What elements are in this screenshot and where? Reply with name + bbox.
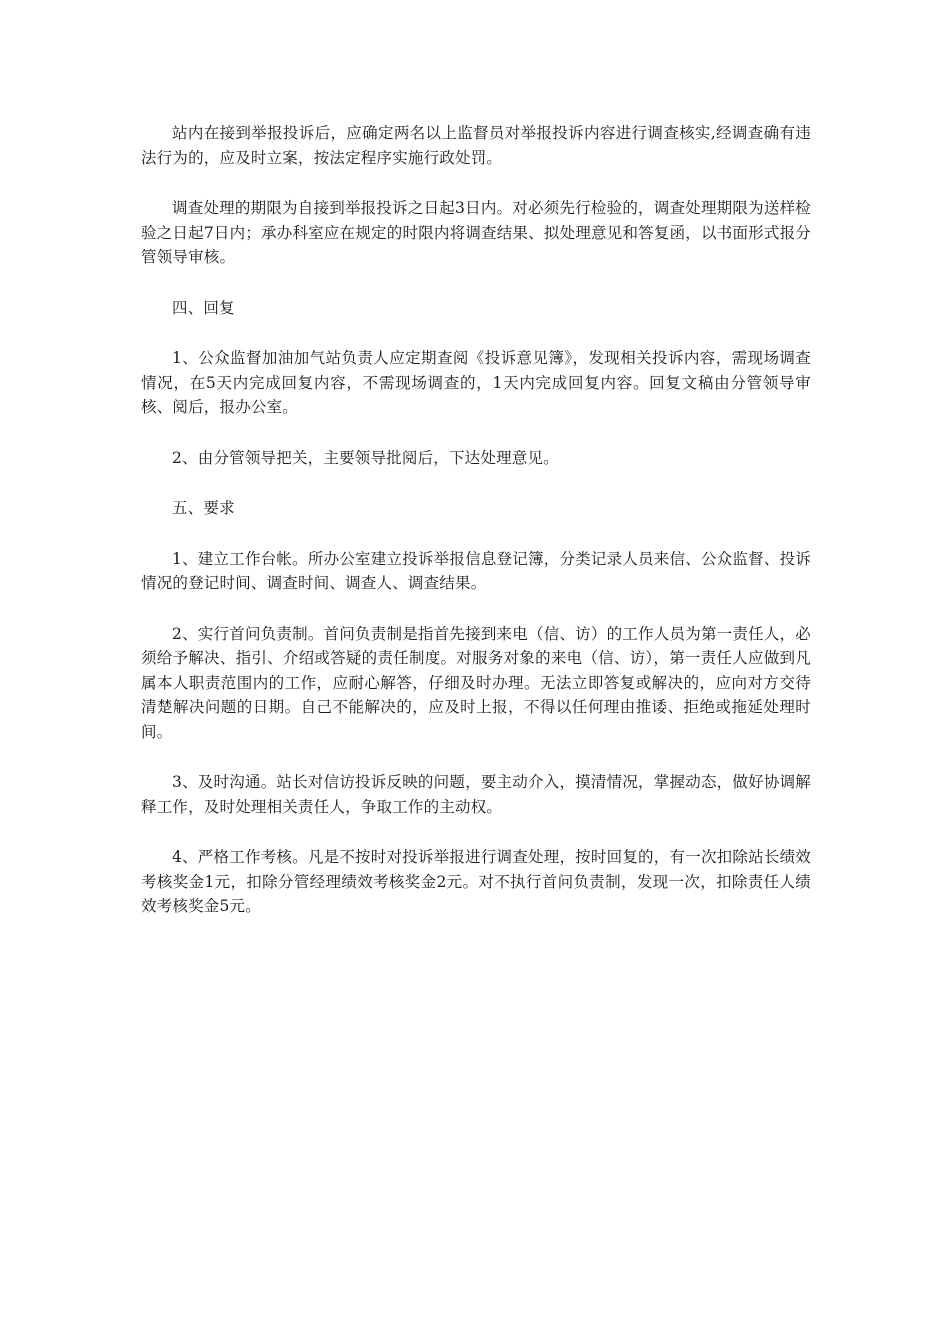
paragraph-reply-2: 2、由分管领导把关，主要领导批阅后，下达处理意见。 (172, 448, 559, 467)
paragraph-reply-1: 1、公众监督加油加气站负责人应定期查阅《投诉意见簿》，发现相关投诉内容，需现场调查情况，在5天内完成回复内容，不需现场调查的，1天内完成回复内容。回复文稿由分管领导审核、阅后，报办公室。 (141, 349, 811, 416)
section-heading-reply: 四、回复 (172, 298, 235, 317)
paragraph-investigation: 站内在接到举报投诉后，应确定两名以上监督员对举报投诉内容进行调查核实,经调查确有违法行为的，应及时立案，按法定程序实施行政处罚。 (141, 124, 811, 167)
paragraph-requirement-2: 2、实行首问负责制。首问负责制是指首先接到来电（信、访）的工作人员为第一责任人，必须给予解决、指引、介绍或答疑的责任制度。对服务对象的来电（信、访），第一责任人应做到凡属本人职责范围内的工作，应耐心解答，仔细及时办理。无法立即答复或解决的，应向对方交待清楚解决问题的日期。自己不能解决的，应及时上报，不得以任何理由推诿、拒绝或拖延处理时间。 (141, 624, 811, 741)
paragraph-requirement-1: 1、建立工作台帐。所办公室建立投诉举报信息登记簿，分类记录人员来信、公众监督、投诉情况的登记时间、调查时间、调查人、调查结果。 (141, 549, 811, 592)
document-body (141, 121, 811, 945)
paragraph-requirement-4: 4、严格工作考核。凡是不按时对投诉举报进行调查处理，按时回复的，有一次扣除站长绩效考核奖金1元，扣除分管经理绩效考核奖金2元。对不执行首问负责制，发现一次，扣除责任人绩效考核奖金5元。 (141, 848, 811, 915)
paragraph-deadline: 调查处理的期限为自接到举报投诉之日起3日内。对必须先行检验的，调查处理期限为送样检验之日起7日内；承办科室应在规定的时限内将调查结果、拟处理意见和答复函，以书面形式报分管领导审核。 (141, 199, 811, 266)
paragraph-requirement-3: 3、及时沟通。站长对信访投诉反映的问题，要主动介入，摸清情况，掌握动态，做好协调解释工作，及时处理相关责任人，争取工作的主动权。 (141, 773, 811, 816)
section-heading-requirements: 五、要求 (172, 499, 235, 517)
